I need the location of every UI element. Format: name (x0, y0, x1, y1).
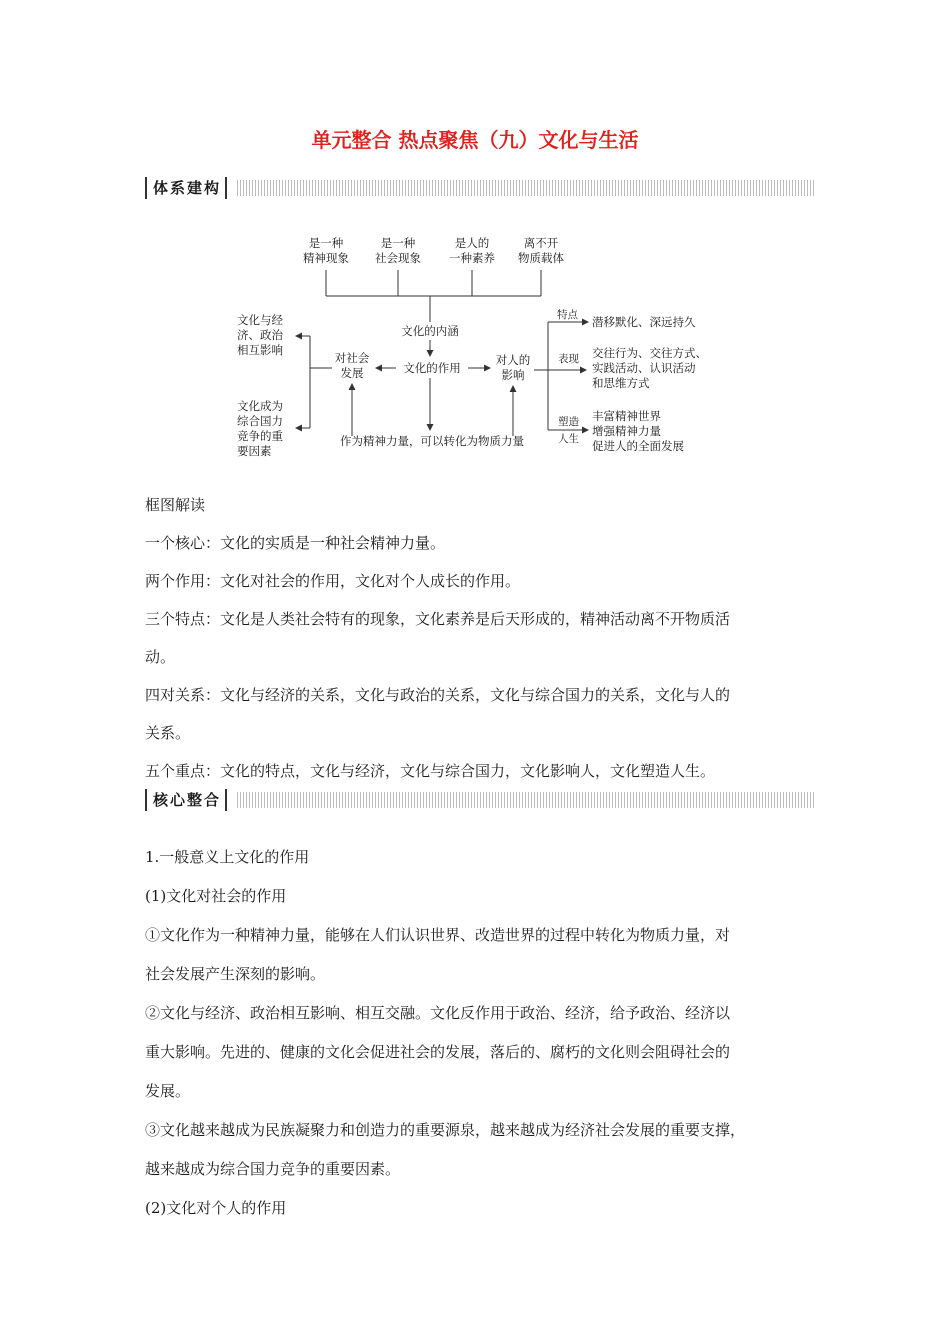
section-header-core (145, 789, 815, 811)
reading-line: 动。 (145, 648, 176, 666)
reading-line: 关系。 (145, 724, 191, 742)
node-bottom: 作为精神力量，可以转化为物质力量 (340, 434, 524, 448)
section-divider (237, 792, 815, 808)
top-node-2-line1: 是一种 (380, 236, 416, 250)
feature-text: 潜移默化、深远持久 (592, 315, 696, 329)
left-bottom-line4: 要因素 (237, 444, 272, 458)
reading-block (145, 486, 813, 790)
node-connotation: 文化的内涵 (401, 324, 459, 338)
core-line: 越来越成为综合国力竞争的重要因素。 (145, 1160, 401, 1178)
node-role: 文化的作用 (403, 361, 461, 375)
node-society-line1: 对社会 (334, 351, 370, 365)
core-line: (1)文化对社会的作用 (145, 887, 287, 905)
top-node-4-line1: 离不开 (523, 236, 559, 250)
reading-heading: 框图解读 (145, 496, 206, 514)
reading-line: 三个特点：文化是人类社会特有的现象，文化素养是后天形成的，精神活动离不开物质活 (145, 610, 731, 628)
left-bottom-line3: 竞争的重 (237, 429, 283, 443)
reading-line: 两个作用：文化对社会的作用，文化对个人成长的作用。 (145, 572, 521, 590)
left-bottom-line2: 综合国力 (237, 414, 283, 428)
core-line: 发展。 (145, 1082, 191, 1100)
shape-label-line2: 人生 (558, 433, 579, 445)
feature-label: 特点 (557, 309, 578, 321)
core-line: 社会发展产生深刻的影响。 (145, 965, 326, 983)
reading-line: 一个核心：文化的实质是一种社会精神力量。 (145, 534, 446, 552)
express-text-line3: 和思维方式 (592, 376, 650, 390)
shape-text-line3: 促进人的全面发展 (592, 439, 684, 453)
core-line: ①文化作为一种精神力量，能够在人们认识世界、改造世界的过程中转化为物质力量，对 (145, 926, 731, 944)
top-node-3-line2: 一种素养 (449, 251, 495, 265)
left-bottom-line1: 文化成为 (237, 399, 283, 413)
shape-text-line1: 丰富精神世界 (592, 409, 661, 423)
section-label: 核心整合 (145, 789, 227, 811)
core-line: 1.一般意义上文化的作用 (145, 848, 310, 866)
shape-label-line1: 塑造 (558, 416, 579, 428)
node-person-line1: 对人的 (495, 353, 531, 367)
express-text-line2: 实践活动、认识活动 (592, 361, 696, 375)
section-header-system (145, 177, 815, 199)
top-node-4-line2: 物质载体 (518, 251, 564, 265)
left-top-line3: 相互影响 (237, 343, 283, 357)
reading-line: 五个重点：文化的特点，文化与经济，文化与综合国力，文化影响人，文化塑造人生。 (145, 762, 716, 780)
section-divider (237, 180, 815, 196)
left-top-line1: 文化与经 (237, 313, 283, 327)
page-title: 单元整合 热点聚焦（九）文化与生活 (311, 128, 639, 152)
shape-text-line2: 增强精神力量 (592, 424, 661, 438)
node-person-line2: 影响 (501, 368, 525, 382)
node-society-line2: 发展 (340, 366, 364, 380)
core-line: (2)文化对个人的作用 (145, 1199, 287, 1217)
core-block (145, 838, 813, 1228)
core-line: ③文化越来越成为民族凝聚力和创造力的重要源泉，越来越成为经济社会发展的重要支撑， (145, 1121, 746, 1139)
top-node-1-line2: 精神现象 (303, 251, 349, 265)
core-line: 重大影响。先进的、健康的文化会促进社会的发展，落后的、腐朽的文化则会阻碍社会的 (145, 1043, 731, 1061)
top-node-3-line1: 是人的 (454, 236, 490, 250)
core-line: ②文化与经济、政治相互影响、相互交融。文化反作用于政治、经济，给予政治、经济以 (145, 1004, 731, 1022)
top-node-2-line2: 社会现象 (375, 251, 421, 265)
reading-line: 四对关系：文化与经济的关系，文化与政治的关系，文化与综合国力的关系，文化与人的 (145, 686, 731, 704)
express-label: 表现 (558, 353, 579, 365)
section-label: 体系建构 (145, 177, 227, 199)
left-top-line2: 济、政治 (237, 328, 283, 342)
top-node-1-line1: 是一种 (308, 236, 344, 250)
express-text-line1: 交往行为、交往方式、 (592, 346, 707, 360)
